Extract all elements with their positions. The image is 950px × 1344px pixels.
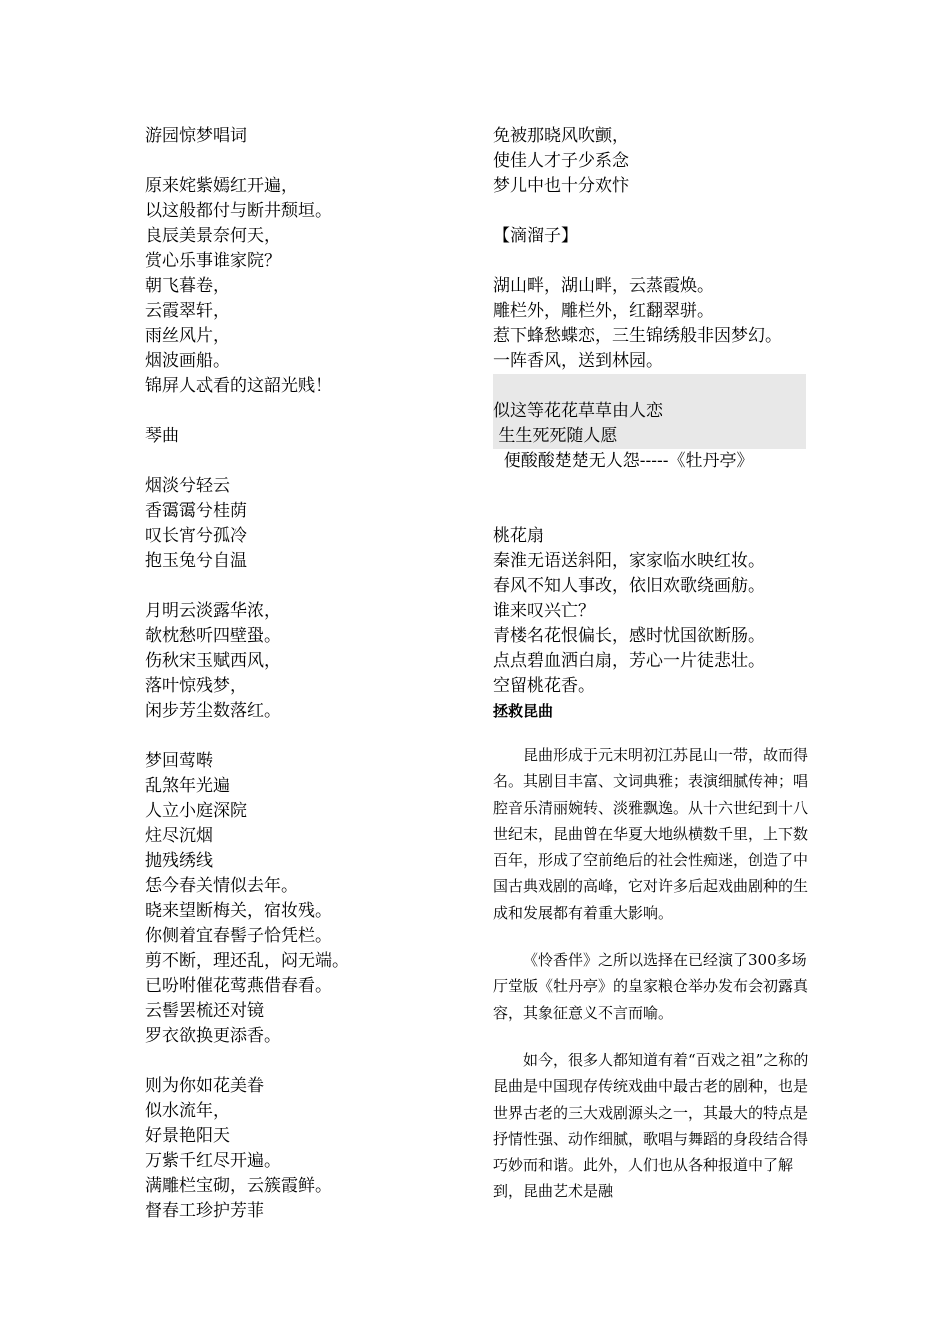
verse-line: 云髻罢梳还对镜 xyxy=(145,1001,264,1021)
verse-line: 点点碧血洒白扇，芳心一片徒悲壮。 xyxy=(493,651,765,671)
article-paragraph: 《怜香伴》之所以选择在已经演了300多场厅堂版《牡丹亭》的皇家粮仓举办发布会初露真容，其象征意义不言而喻。 xyxy=(493,951,809,1022)
verse-line: 原来姹紫嫣红开遍， xyxy=(145,176,298,196)
verse-line: 恁今春关情似去年。 xyxy=(145,876,298,896)
verse-line: 朝飞暮卷， xyxy=(145,276,230,296)
verse-line: 落叶惊残梦， xyxy=(145,676,247,696)
verse-line: 则为你如花美眷 xyxy=(145,1076,264,1096)
left-column xyxy=(145,124,465,1224)
verse-line: 一阵香风，送到林园。 xyxy=(493,351,663,371)
verse-line: 梦回莺啭 xyxy=(145,751,213,771)
poem-title: 游园惊梦唱词 xyxy=(145,126,247,146)
verse-line: 满雕栏宝砌，云簇霞鲜。 xyxy=(145,1176,332,1196)
verse-block xyxy=(493,549,823,699)
verse-block xyxy=(145,599,465,724)
verse-line: 月明云淡露华浓， xyxy=(145,601,281,621)
verse-block xyxy=(145,749,465,1049)
verse-line: 梦儿中也十分欢忭 xyxy=(493,176,629,196)
article-paragraph: 昆曲形成于元末明初江苏昆山一带，故而得名。其剧目丰富、文词典雅；表演细腻传神；唱腔音乐清丽婉转、淡雅飘逸。从十六世纪到十八世纪末，昆曲曾在华夏大地纵横数千里，上下数百年，形成了空前绝后的社会性痴迷，创造了中国古典戏剧的高峰，它对许多后起戏曲剧种的生成和发展都有着重大影响。 xyxy=(493,746,809,922)
section-title: 【滴溜子】 xyxy=(493,226,578,246)
verse-line: 谁来叹兴亡？ xyxy=(493,601,595,621)
verse-line: 晓来望断梅关，宿妆残。 xyxy=(145,901,332,921)
verse-line: 雕栏外，雕栏外，红翻翠骈。 xyxy=(493,301,714,321)
verse-line: 惹下蜂愁蝶恋，三生锦绣般非因梦幻。 xyxy=(493,326,782,346)
verse-line: 已吩咐催花莺燕借春看。 xyxy=(145,976,332,996)
article-title: 拯救昆曲 xyxy=(493,702,554,720)
verse-line: 锦屏人忒看的这韶光贱！ xyxy=(145,376,332,396)
verse-line: 使佳人才子少系念 xyxy=(493,151,629,171)
verse-line: 似水流年， xyxy=(145,1101,230,1121)
verse-line: 你侧着宜春髻子恰凭栏。 xyxy=(145,926,332,946)
section-title: 琴曲 xyxy=(145,426,179,446)
verse-line: 似这等花花草草由人恋 xyxy=(493,401,663,421)
verse-line: 伤秋宋玉赋西风， xyxy=(145,651,281,671)
verse-block xyxy=(145,1074,465,1224)
section-title: 桃花扇 xyxy=(493,526,544,546)
verse-line: 湖山畔，湖山畔，云蒸霞焕。 xyxy=(493,276,714,296)
verse-line: 叹长宵兮孤冷 xyxy=(145,526,247,546)
verse-line: 万紫千红尽开遍。 xyxy=(145,1151,281,1171)
verse-line: 欹枕愁听四壁蛩。 xyxy=(145,626,281,646)
verse-line: 剪不断，理还乱，闷无端。 xyxy=(145,951,349,971)
verse-line: 秦淮无语送斜阳，家家临水映红妆。 xyxy=(493,551,765,571)
article-paragraph: 如今，很多人都知道有着“百戏之祖”之称的昆曲是中国现存传统戏曲中最古老的剧种，也是世界古老的三大戏剧源头之一，其最大的特点是抒情性强、动作细腻，歌唱与舞蹈的身段结合得巧妙而和谐。此外，人们也从各种报道中了解到，昆曲艺术是融 xyxy=(493,1050,809,1201)
verse-line: 好景艳阳天 xyxy=(145,1126,230,1146)
verse-line: 督春工珍护芳菲 xyxy=(145,1201,264,1221)
verse-line: 炷尽沉烟 xyxy=(145,826,213,846)
right-column xyxy=(493,124,823,1205)
shaded-block xyxy=(493,374,806,449)
verse-line: 春风不知人事改，依旧欢歌绕画舫。 xyxy=(493,576,765,596)
verse-line: 良辰美景奈何天， xyxy=(145,226,281,246)
verse-line: 青楼名花恨偏长，感时忧国欲断肠。 xyxy=(493,626,765,646)
verse-line: 香霭霭兮桂荫 xyxy=(145,501,247,521)
verse-line: 云霞翠轩， xyxy=(145,301,230,321)
verse-line: 闲步芳尘数落红。 xyxy=(145,701,281,721)
verse-line: 空留桃花香。 xyxy=(493,676,595,696)
verse-block xyxy=(493,274,823,374)
verse-line: 抱玉兔兮自温 xyxy=(145,551,247,571)
verse-line: 生生死死随人愿 xyxy=(493,426,618,446)
verse-line: 雨丝风片， xyxy=(145,326,230,346)
verse-line: 免被那晓风吹颤， xyxy=(493,126,629,146)
verse-line: 抛残绣线 xyxy=(145,851,213,871)
attribution-line: 便酸酸楚楚无人怨-----《牡丹亭》 xyxy=(493,451,754,471)
verse-line: 烟波画船。 xyxy=(145,351,230,371)
verse-block xyxy=(145,174,465,399)
verse-block xyxy=(493,124,823,199)
verse-line: 烟淡兮轻云 xyxy=(145,476,230,496)
verse-line: 罗衣欲换更添香。 xyxy=(145,1026,281,1046)
verse-line: 乱煞年光遍 xyxy=(145,776,230,796)
verse-line: 赏心乐事谁家院？ xyxy=(145,251,281,271)
verse-line: 以这般都付与断井颓垣。 xyxy=(145,201,332,221)
verse-line: 人立小庭深院 xyxy=(145,801,247,821)
verse-block xyxy=(145,474,465,574)
